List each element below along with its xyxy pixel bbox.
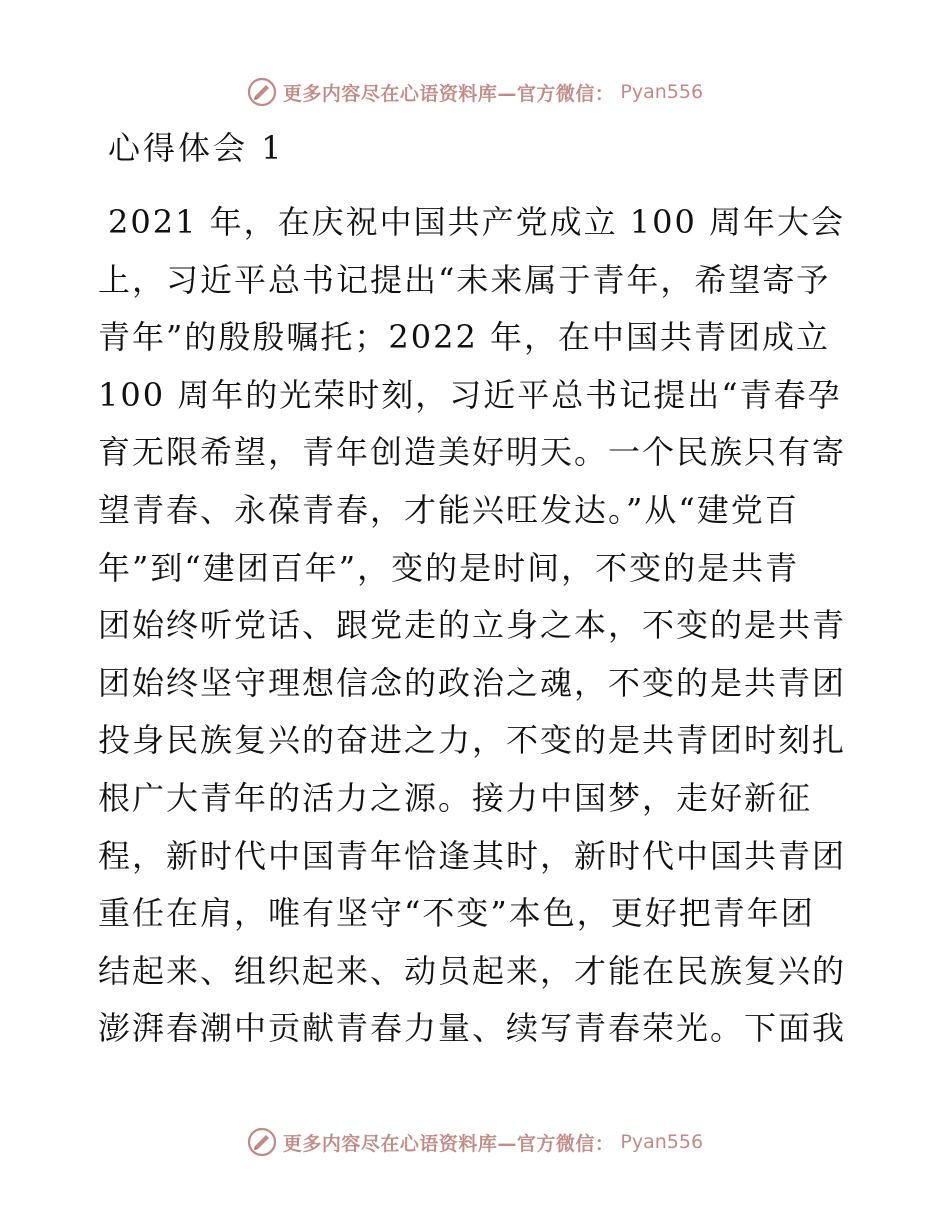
paragraph-line: 结起来、组织起来、动员起来，才能在民族复兴的 <box>98 951 847 990</box>
paragraph-line: 2021 年，在庆祝中国共产党成立 100 周年大会 <box>108 203 846 241</box>
paragraph-line: 青年”的殷殷嘱托；2022 年，在中国共青团成立 <box>98 318 830 357</box>
document-title: 心得体会 1 <box>108 129 285 167</box>
book-pen-icon <box>247 1127 277 1157</box>
paragraph-line: 重任在肩，唯有坚守“不变”本色，更好把青年团 <box>98 894 815 933</box>
paragraph-line: 年”到“建团百年”，变的是时间，不变的是共青 <box>98 548 800 587</box>
watermark-text: 更多内容尽在心语资料库—官方微信： <box>282 82 615 105</box>
watermark-text: 更多内容尽在心语资料库—官方微信： <box>282 1132 615 1155</box>
paragraph-line: 上，习近平总书记提出“未来属于青年，希望寄予 <box>98 260 831 299</box>
paragraph-line: 望青春、永葆青春，才能兴旺发达。”从“建党百 <box>98 490 799 529</box>
paragraph-line: 澎湃春潮中贡献青春力量、续写青春荣光。下面我 <box>98 1009 847 1048</box>
paragraph-line: 根广大青年的活力之源。接力中国梦，走好新征 <box>98 778 813 817</box>
paragraph-line: 100 周年的光荣时刻，习近平总书记提出“青春孕 <box>98 375 842 414</box>
book-pen-icon <box>247 77 277 107</box>
paragraph-line: 投身民族复兴的奋进之力，不变的是共青团时刻扎 <box>98 721 847 760</box>
paragraph-line: 育无限希望，青年创造美好明天。一个民族只有寄 <box>98 433 847 472</box>
body-paragraph <box>98 194 848 1058</box>
header-watermark <box>0 72 950 112</box>
footer-watermark <box>0 1122 950 1162</box>
paragraph-line: 程，新时代中国青年恰逢其时，新时代中国共青团 <box>98 836 847 875</box>
paragraph-line: 团始终坚守理想信念的政治之魂，不变的是共青团 <box>98 663 847 702</box>
watermark-code: Pyan556 <box>620 81 704 103</box>
paragraph-line: 团始终听党话、跟党走的立身之本，不变的是共青 <box>98 606 847 645</box>
watermark-code: Pyan556 <box>620 1131 704 1153</box>
